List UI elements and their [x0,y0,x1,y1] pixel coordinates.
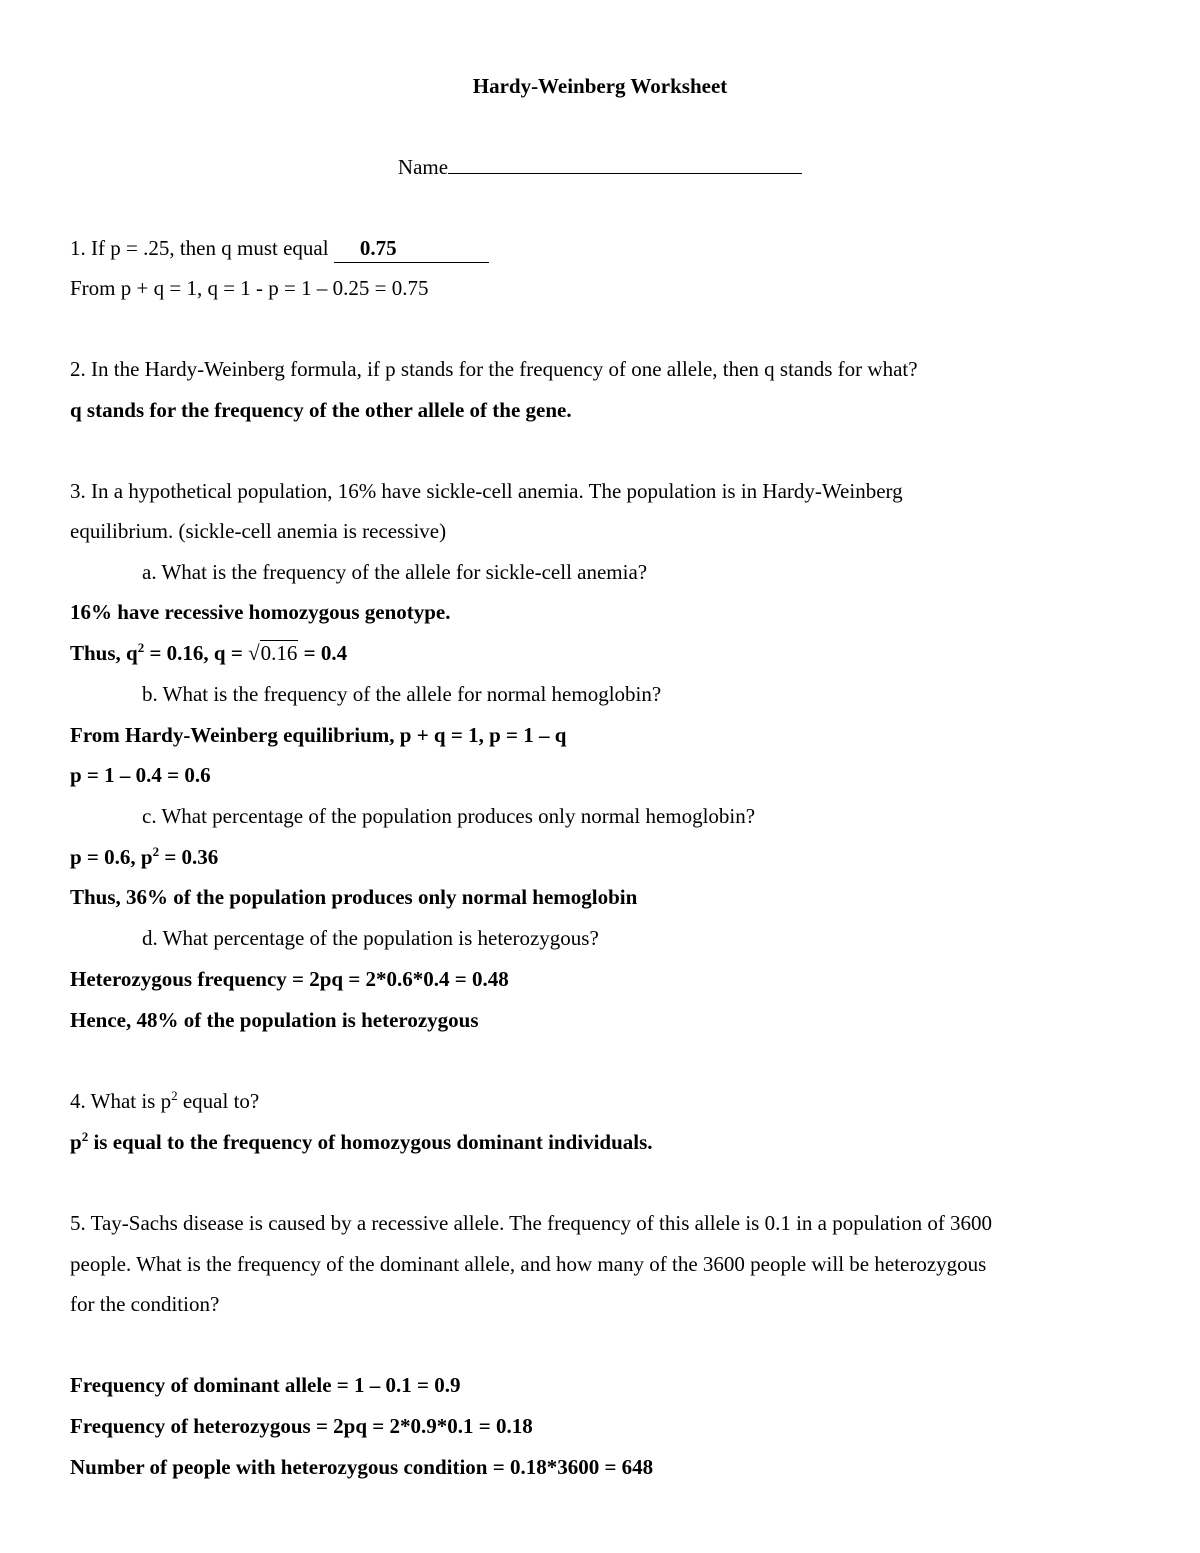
q3a-answer-1: 16% have recessive homozygous genotype. [70,600,451,624]
name-label: Name [397,155,449,179]
q3a-question: a. What is the frequency of the allele for sickle-cell anemia? [142,560,648,584]
q2-answer: q stands for the frequency of the other allele of the gene. [70,398,572,422]
q4-answer-pre: p [70,1130,82,1154]
superscript-2: 2 [81,1129,89,1144]
q3c-question: c. What percentage of the population produces only normal hemoglobin? [142,804,756,828]
superscript-2: 2 [152,844,160,859]
q3a-answer-2-mid: = 0.16, q = [144,641,249,665]
q3d-answer-1: Heterozygous frequency = 2pq = 2*0.6*0.4 = 0.48 [70,967,509,991]
q3c-answer-1 [70,843,218,871]
q4-answer-post: is equal to the frequency of homozygous dominant individuals. [88,1130,653,1154]
q3b-answer-1: From Hardy-Weinberg equilibrium, p + q = 1, p = 1 – q [70,723,567,747]
q3a-answer-2-post: = 0.4 [298,641,348,665]
q4-question-post: equal to? [177,1089,260,1113]
q3c-answer-1-post: = 0.36 [159,845,219,869]
q3a-answer-2-pre: Thus, q [70,641,138,665]
sqrt-symbol: √ [248,641,260,665]
q3-question-line1: 3. In a hypothetical population, 16% have sickle-cell anemia. The population is in Hardy-Weinberg [70,479,903,503]
q1-question [70,234,489,263]
q3b-answer-2: p = 1 – 0.4 = 0.6 [70,763,211,787]
q5-answer-2: Frequency of heterozygous = 2pq = 2*0.9*0.1 = 0.18 [70,1414,533,1438]
q5-answer-3: Number of people with heterozygous condition = 0.18*3600 = 648 [70,1455,654,1479]
q3b-question: b. What is the frequency of the allele for normal hemoglobin? [142,682,662,706]
q4-answer [70,1128,653,1156]
q5-answer-1: Frequency of dominant allele = 1 – 0.1 = 0.9 [70,1373,461,1397]
q1-answer: 0.75 [359,236,397,260]
q4-question [70,1087,259,1115]
q4-question-pre: 4. What is p [70,1089,172,1113]
q1-answer-blank [334,234,489,263]
q3c-answer-1-pre: p = 0.6, p [70,845,153,869]
q1-work: From p + q = 1, q = 1 - p = 1 – 0.25 = 0.75 [70,276,429,300]
superscript-2: 2 [137,640,145,655]
q5-question-line2: people. What is the frequency of the dominant allele, and how many of the 3600 people will be heterozygous [70,1252,987,1276]
q3-question-line2: equilibrium. (sickle-cell anemia is recessive) [70,519,447,543]
page-title: Hardy-Weinberg Worksheet [472,74,728,98]
q3c-answer-2: Thus, 36% of the population produces only normal hemoglobin [70,885,638,909]
square-root-expression [248,639,298,667]
name-field-row [0,153,1200,181]
q3d-answer-2: Hence, 48% of the population is heterozygous [70,1008,479,1032]
q5-question-line3: for the condition? [70,1292,220,1316]
superscript-2: 2 [171,1088,178,1103]
sqrt-radicand: 0.16 [260,641,298,665]
name-blank-line[interactable] [448,153,802,174]
q5-question-line1: 5. Tay-Sachs disease is caused by a recessive allele. The frequency of this allele is 0.1 in a population of 3600 [70,1211,993,1235]
q3a-answer-2 [70,639,347,667]
q3d-question: d. What percentage of the population is heterozygous? [142,926,599,950]
q2-question: 2. In the Hardy-Weinberg formula, if p stands for the frequency of one allele, then q stands for what? [70,357,918,381]
q1-question-text: 1. If p = .25, then q must equal [70,236,334,260]
